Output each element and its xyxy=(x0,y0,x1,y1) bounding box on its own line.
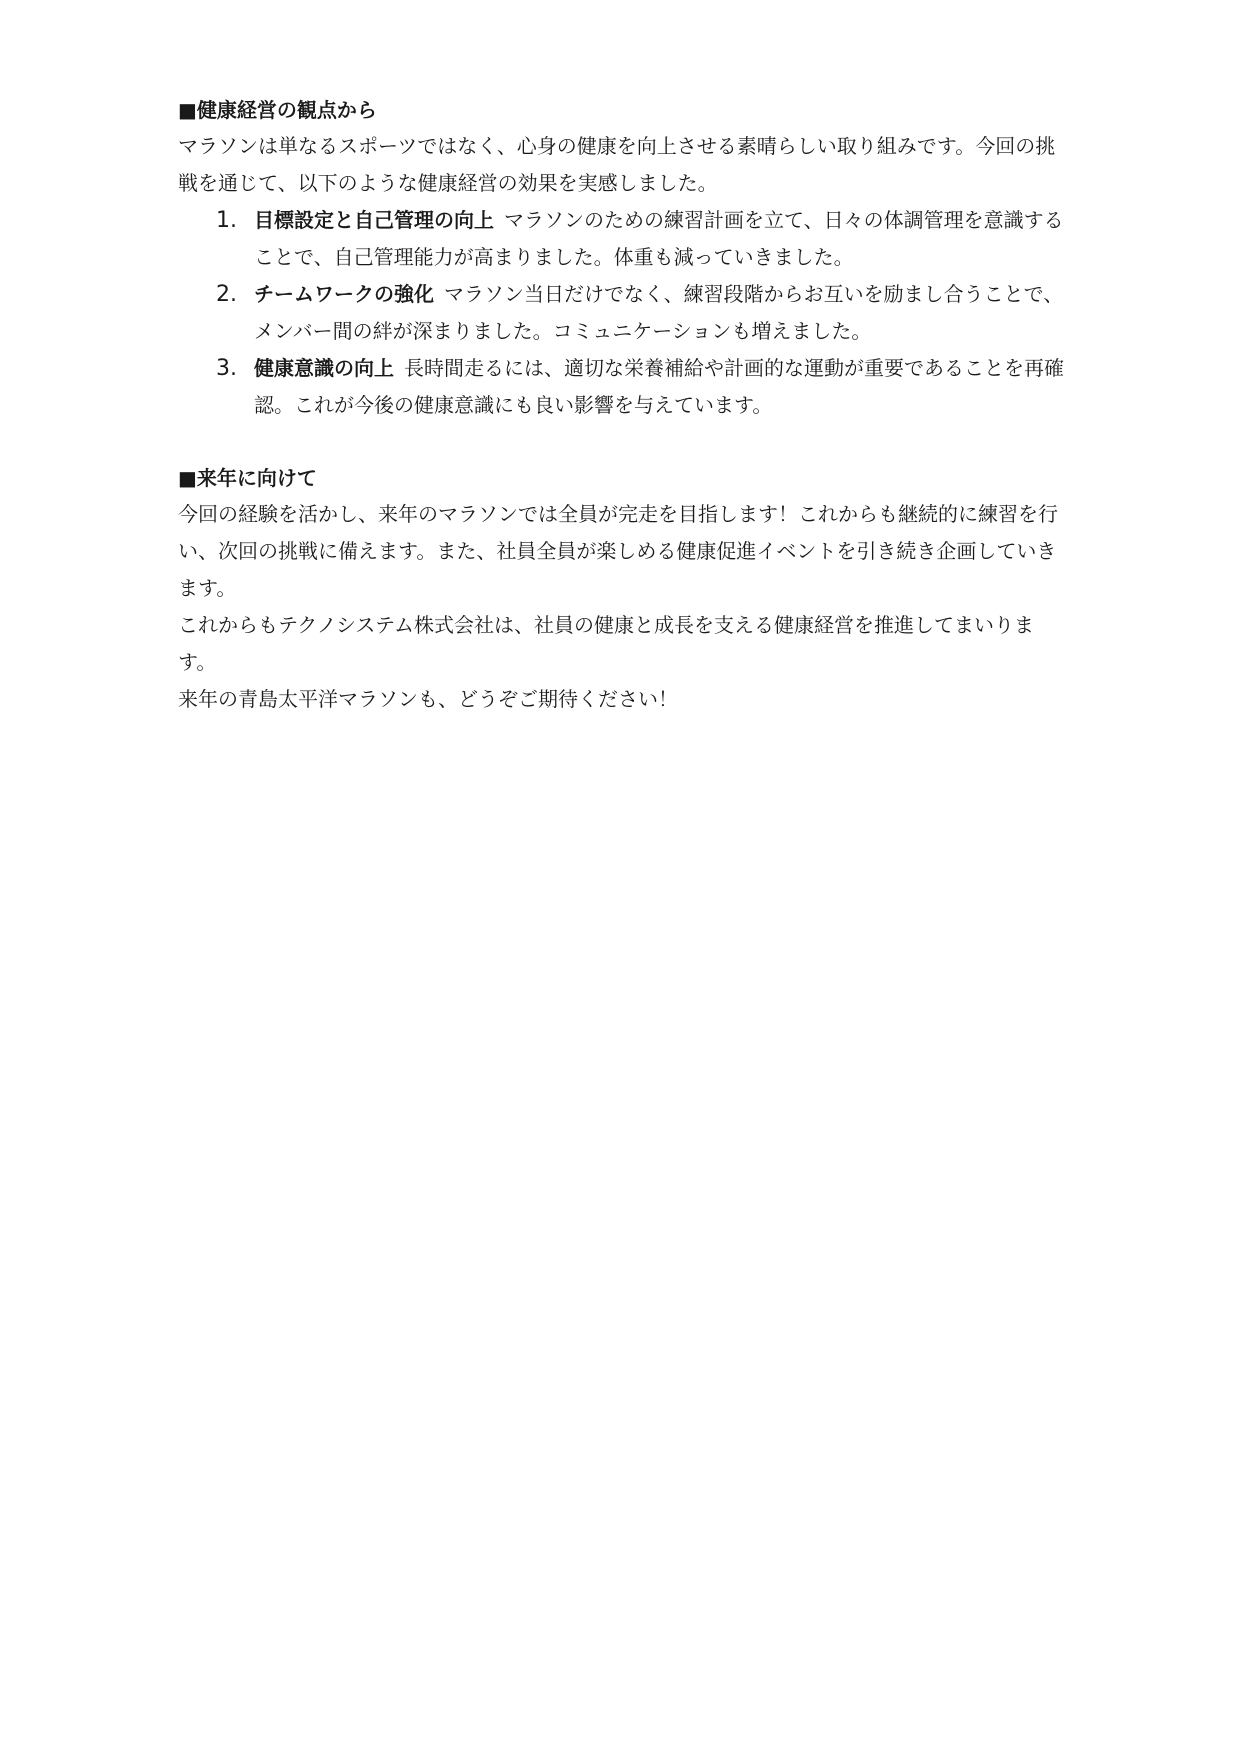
list-item xyxy=(178,202,1068,276)
list-item-title: 目標設定と自己管理の向上 xyxy=(254,208,494,232)
section-heading-health-management: ■健康経営の観点から xyxy=(178,98,377,122)
list-item-number: 2. xyxy=(216,282,237,307)
health-benefits-list xyxy=(178,202,1068,424)
company-commitment-paragraph: これからもテクノシステム株式会社は、社員の健康と成長を支える健康経営を推進してまいります。 xyxy=(178,613,1034,674)
section-intro-paragraph: マラソンは単なるスポーツではなく、心身の健康を向上させる素晴らしい取り組みです。今回の挑戦を通じて、以下のような健康経営の効果を実感しました。 xyxy=(178,134,1056,195)
document-page xyxy=(178,92,1068,718)
section-heading-next-year: ■来年に向けて xyxy=(178,466,317,490)
list-item xyxy=(178,276,1068,350)
section-spacer xyxy=(178,424,1068,460)
closing-line: 来年の青島太平洋マラソンも、どうぞご期待ください！ xyxy=(178,687,678,711)
next-year-paragraph: 今回の経験を活かし、来年のマラソンでは全員が完走を目指します！これからも継続的に練習を行い、次回の挑戦に備えます。また、社員全員が楽しめる健康促進イベントを引き続き企画していきます。 xyxy=(178,502,1058,600)
list-item-number: 3. xyxy=(216,356,237,381)
list-item-title: 健康意識の向上 xyxy=(254,356,394,380)
list-item-title: チームワークの強化 xyxy=(254,282,434,306)
list-item xyxy=(178,350,1068,424)
list-item-text: 長時間走るには、適切な栄養補給や計画的な運動が重要であることを再確認。これが今後の健康意識にも良い影響を与えています。 xyxy=(254,356,1064,417)
list-item-text: マラソン当日だけでなく、練習段階からお互いを励まし合うことで、メンバー間の絆が深まりました。コミュニケーションも増えました。 xyxy=(254,282,1064,343)
list-item-number: 1. xyxy=(216,208,237,233)
list-item-text: マラソンのための練習計画を立て、日々の体調管理を意識することで、自己管理能力が高まりました。体重も減っていきました。 xyxy=(254,208,1064,269)
